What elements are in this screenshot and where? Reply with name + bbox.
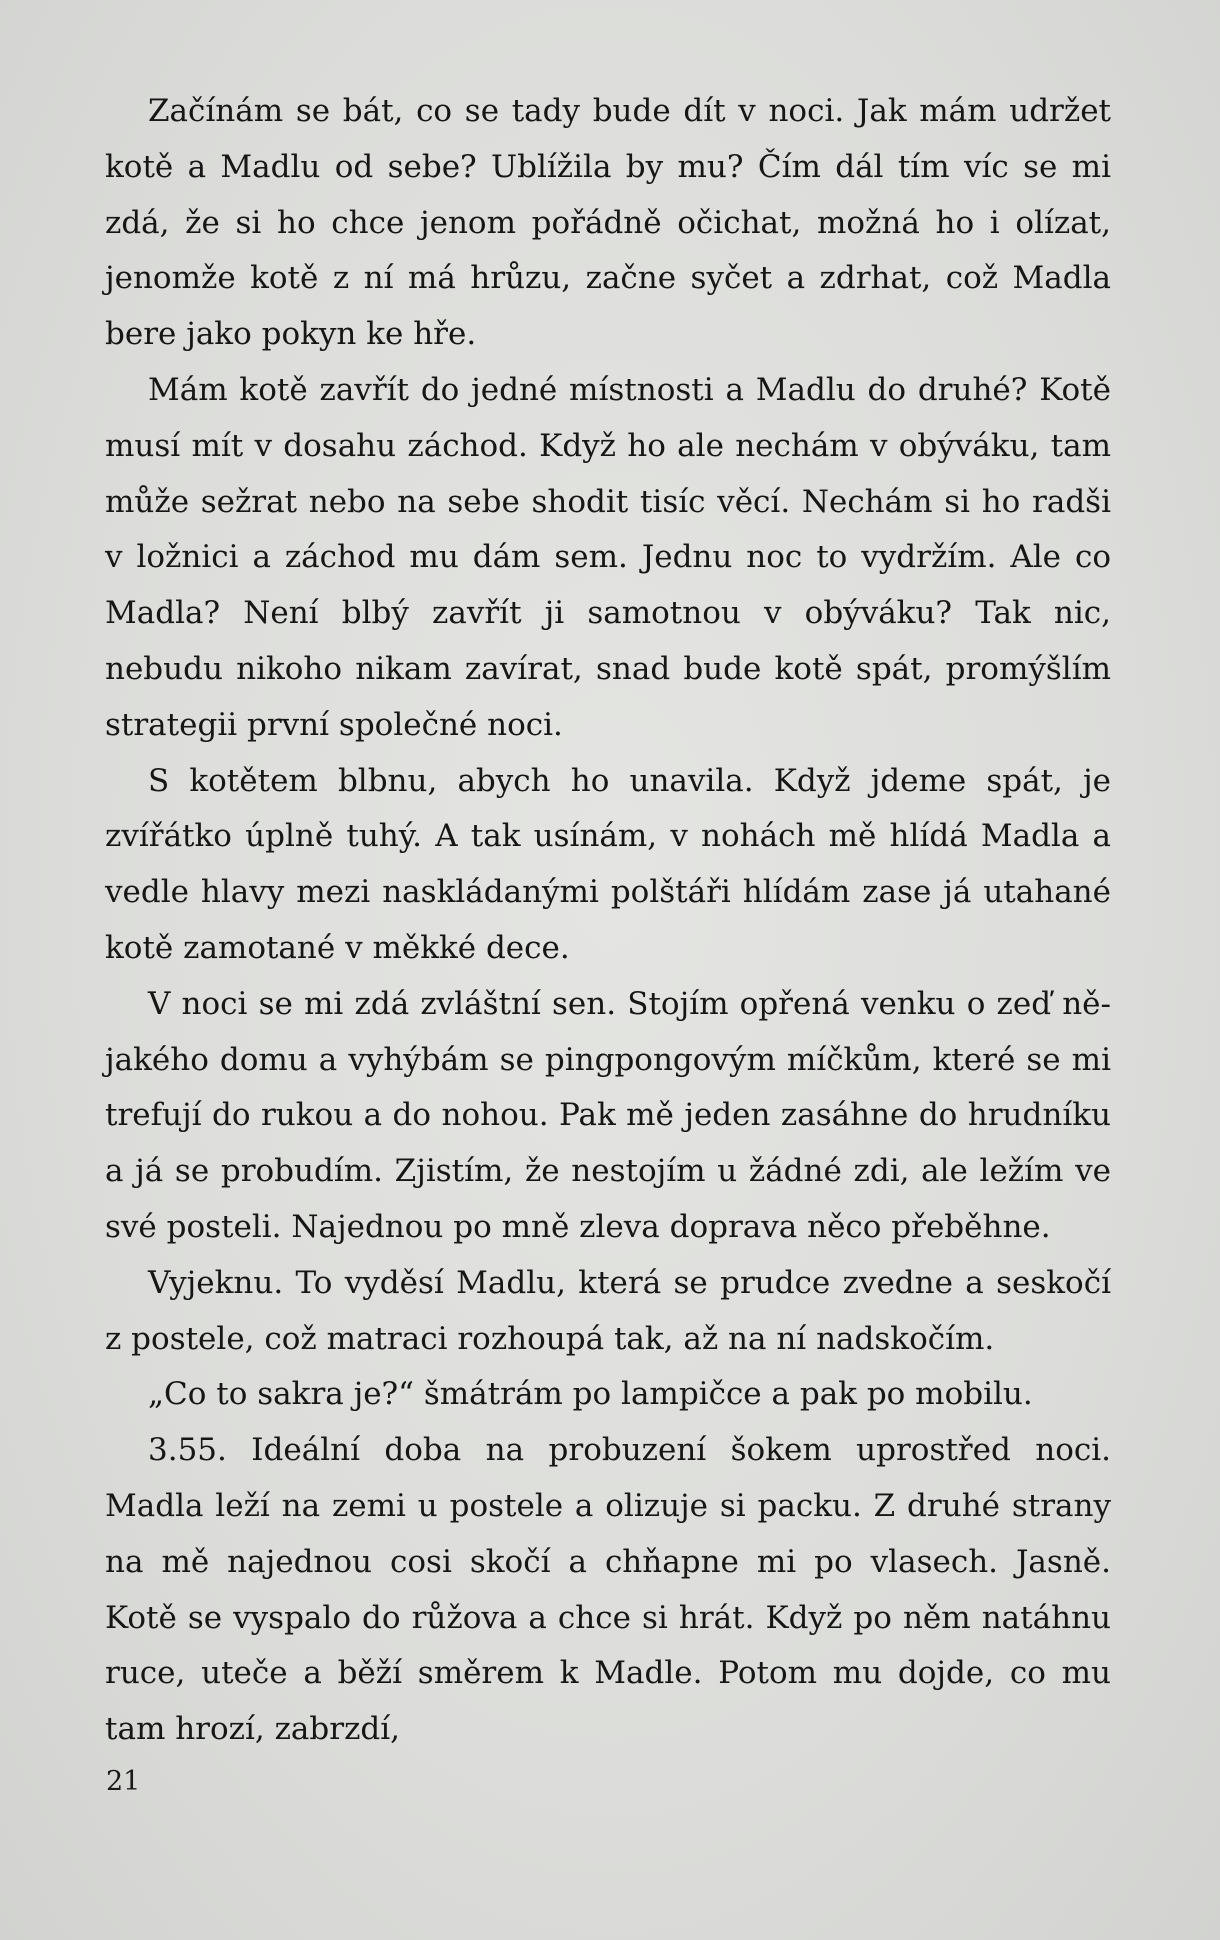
- paragraph: V noci se mi zdá zvláštní sen. Stojím opřená venku o zeď nějakého domu a vyhýbám se pingpongovým míčkům, které se mi trefují do rukou a do nohou. Pak mě jeden zasáhne do hrudníku a já se probudím. Zjistím, že nestojím u žádné zdi, ale ležím ve své posteli. Najednou po mně zleva doprava něco přeběhne.: [105, 985, 1111, 1245]
- paragraph: „Co to sakra je?“ šmátrám po lampičce a pak po mobilu.: [148, 1376, 1033, 1413]
- paragraph: Vyjeknu. To vyděsí Madlu, která se prudce zvedne a seskočí z postele, což matraci rozhoupá tak, až na ní nadskočím.: [105, 1264, 1111, 1357]
- paragraph: Začínám se bát, co se tady bude dít v noci. Jak mám udržet kotě a Madlu od sebe? Ublížila by mu? Čím dál tím víc se mi zdá, že si ho chce jenom pořádně očichat, možná ho i olízat, jenomže kotě z ní má hrůzu, začne syčet a zdrhat, což Madla bere jako pokyn ke hře.: [105, 93, 1111, 353]
- body-text: [105, 84, 1111, 1758]
- page-number: 21: [106, 1766, 141, 1797]
- paragraph: S kotětem blbnu, abych ho unavila. Když jdeme spát, je zvířátko úplně tuhý. A tak usínám, v nohách mě hlídá Madla a vedle hlavy mezi naskládanými polštáři hlídám zase já utahané kotě zamotané v měkké dece.: [105, 762, 1111, 966]
- paragraph: 3.55. Ideální doba na probuzení šokem uprostřed noci. Madla leží na zemi u postele a olizuje si packu. Z druhé strany na mě najednou cosi skočí a chňapne mi po vlasech. Jasně. Kotě se vyspalo do růžova a chce si hrát. Když po něm natáhnu ruce, uteče a běží směrem k Madle. Potom mu dojde, co mu tam hrozí, zabrzdí,: [105, 1432, 1111, 1748]
- paragraph: Mám kotě zavřít do jedné místnosti a Madlu do druhé? Kotě musí mít v dosahu záchod. Když ho ale nechám v obýváku, tam může sežrat nebo na sebe shodit tisíc věcí. Nechám si ho radši v ložnici a záchod mu dám sem. Jednu noc to vydržím. Ale co Madla? Není blbý zavřít ji samotnou v obýváku? Tak nic, nebudu nikoho nikam zavírat, snad bude kotě spát, promýšlím strategii první společné noci.: [105, 371, 1111, 743]
